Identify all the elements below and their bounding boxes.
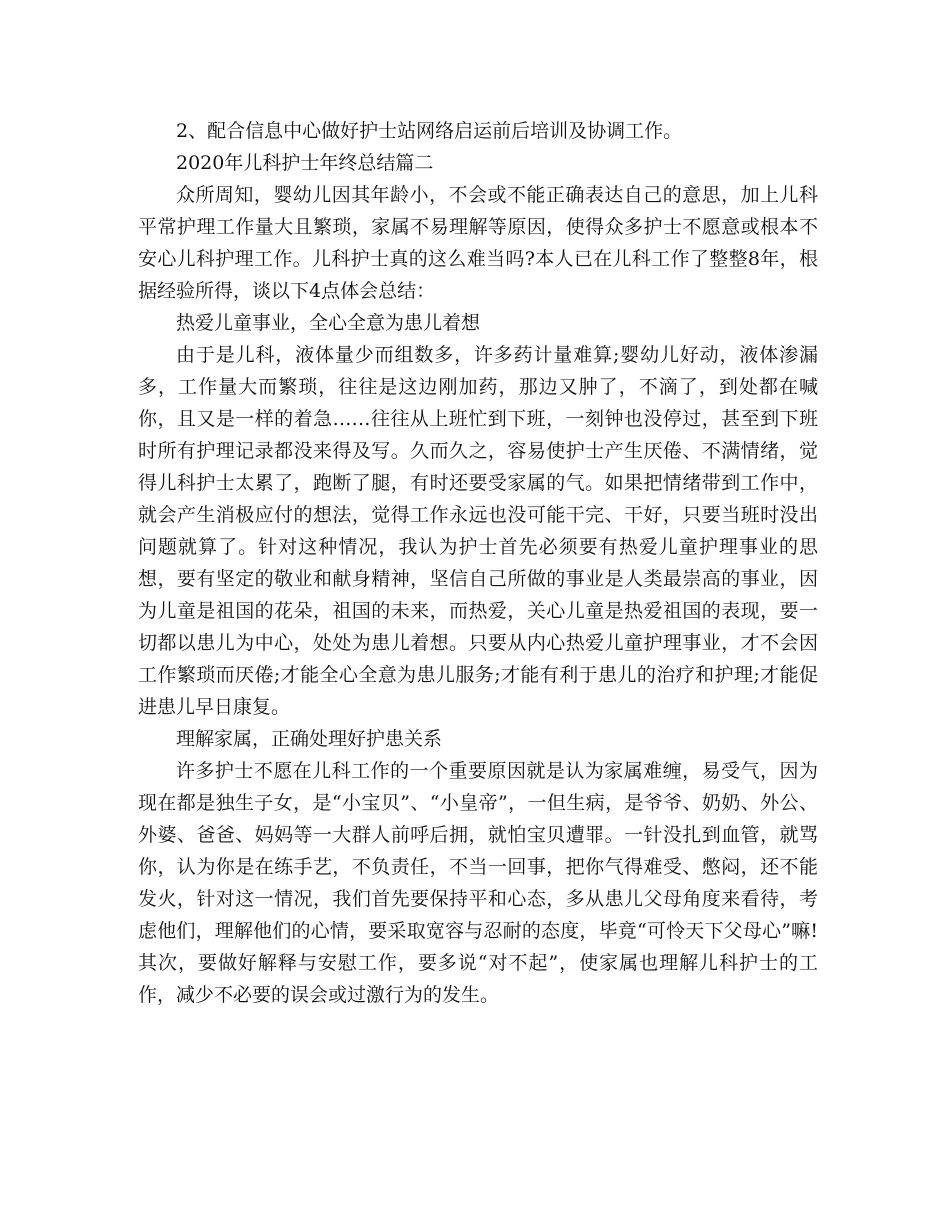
subheading-love-children: 热爱儿童事业，全心全意为患儿着想	[176, 312, 481, 334]
paragraph-item-2: 2、配合信息中心做好护士站网络启运前后培训及协调工作。	[176, 120, 683, 142]
section-title: 2020年儿科护士年终总结篇二	[176, 152, 434, 174]
body-paragraph-love-children: 由于是儿科，液体量少而组数多，许多药计量难算;婴幼儿好动，液体渗漏多，工作量大而繁琐，往往是这边刚加药，那边又肿了，不滴了，到处都在喊你，且又是一样的着急……往往从上班忙到下班，一刻钟也没停过，甚至到下班时所有护理记录都没来得及写。久而久之，容易使护士产生厌倦、不满情绪，觉得儿科护士太累了，跑断了腿，有时还要受家属的气。如果把情绪带到工作中，就会产生消极应付的想法，觉得工作永远也没可能干完、干好，只要当班时没出问题就算了。针对这种情况，我认为护士首先必须要有热爱儿童护理事业的思想，要有坚定的敬业和献身精神，坚信自己所做的事业是人类最崇高的事业，因为儿童是祖国的花朵，祖国的未来，而热爱，关心儿童是热爱祖国的表现，要一切都以患儿为中心，处处为患儿着想。只要从内心热爱儿童护理事业，才不会因工作繁琐而厌倦;才能全心全意为患儿服务;才能有利于患儿的治疗和护理;才能促进患儿早日康复。	[138, 344, 818, 718]
subheading-understand-family: 理解家属，正确处理好护患关系	[176, 728, 443, 750]
document-body	[138, 115, 818, 1011]
intro-paragraph: 众所周知，婴幼儿因其年龄小，不会或不能正确表达自己的意思，加上儿科平常护理工作量大且繁琐，家属不易理解等原因，使得众多护士不愿意或根本不安心儿科护理工作。儿科护士真的这么难当吗?本人已在儿科工作了整整8年，根据经验所得，谈以下4点体会总结：	[138, 184, 818, 302]
body-paragraph-understand-family: 许多护士不愿在儿科工作的一个重要原因就是认为家属难缠，易受气，因为现在都是独生子女，是“小宝贝”、“小皇帝”，一但生病，是爷爷、奶奶、外公、外婆、爸爸、妈妈等一大群人前呼后拥，就怕宝贝遭罪。一针没扎到血管，就骂你，认为你是在练手艺，不负责任，不当一回事，把你气得难受、憋闷，还不能发火，针对这一情况，我们首先要保持平和心态，多从患儿父母角度来看待，考虑他们，理解他们的心情，要采取宽容与忍耐的态度，毕竟“可怜天下父母心”嘛!其次，要做好解释与安慰工作，要多说“对不起”，使家属也理解儿科护士的工作，减少不必要的误会或过激行为的发生。	[138, 760, 818, 1006]
